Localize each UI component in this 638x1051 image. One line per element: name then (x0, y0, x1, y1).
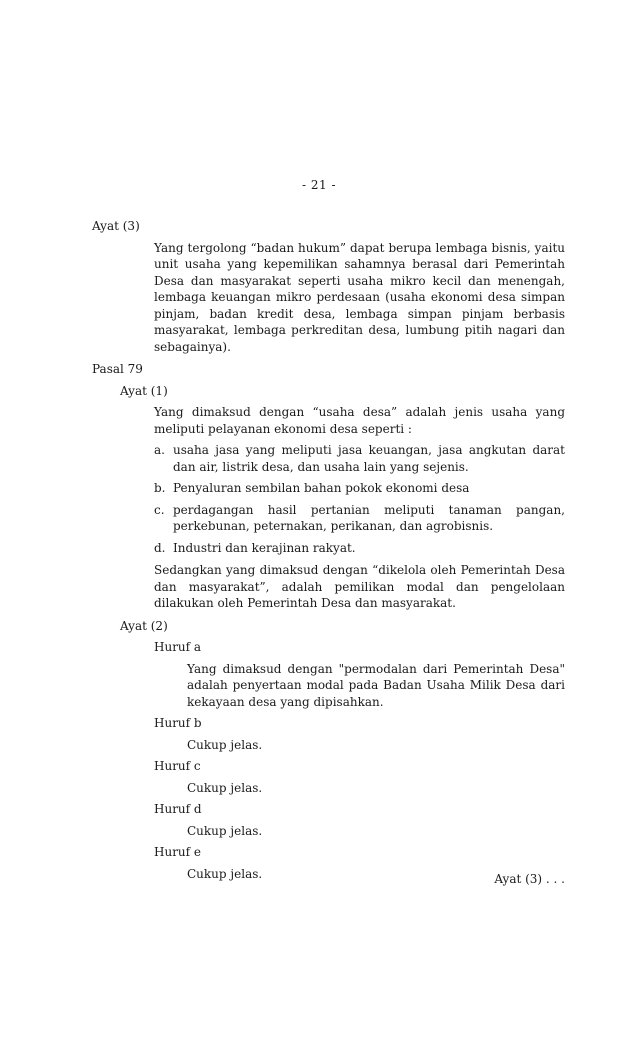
huruf-a-text: Yang dimaksud dengan "permodalan dari Pemerintah Desa" adalah penyertaan modal pada Badan Usaha Milik Desa dari kekayaan desa yang dipisahkan. (187, 661, 565, 709)
pasal-79-heading: Pasal 79 (92, 362, 143, 376)
continuation-note: Ayat (3) . . . (494, 872, 565, 886)
list-item-c (154, 502, 565, 535)
huruf-e-text: Cukup jelas. (187, 866, 263, 881)
huruf-a-heading: Huruf a (154, 640, 202, 654)
huruf-c-heading: Huruf c (154, 759, 201, 773)
list-item-text: usaha jasa yang meliputi jasa keuangan, jasa angkutan darat dan air, listrik desa, dan usaha lain yang sejenis. (173, 443, 565, 474)
huruf-c-text: Cukup jelas. (187, 780, 263, 795)
ayat-2-heading: Ayat (2) (120, 618, 168, 633)
page-number: - 21 - (301, 178, 336, 192)
list-marker: a. (154, 443, 165, 457)
list-item-text: Penyaluran sembilan bahan pokok ekonomi desa (173, 481, 470, 495)
huruf-e-heading: Huruf e (154, 845, 202, 859)
ayat-1-list (92, 442, 565, 556)
ayat-1-closing: Sedangkan yang dimaksud dengan “dikelola oleh Pemerintah Desa dan masyarakat”, adalah pemilikan modal dan pengelolaan dilakukan oleh Pemerintah Desa dan masyarakat. (154, 563, 565, 610)
ayat-1-intro: Yang dimaksud dengan “usaha desa” adalah jenis usaha yang meliputi pelayanan ekonomi desa seperti : (154, 405, 565, 436)
list-item-d (154, 540, 565, 557)
list-item-text: perdagangan hasil pertanian meliputi tanaman pangan, perkebunan, peternakan, perikanan, dan agrobisnis. (173, 502, 565, 533)
list-item-text: Industri dan kerajinan rakyat. (173, 540, 356, 555)
list-marker: b. (154, 481, 166, 495)
list-item-b (154, 480, 565, 497)
huruf-d-heading: Huruf d (154, 802, 202, 816)
ayat-3-text: Yang tergolong “badan hukum” dapat berupa lembaga bisnis, yaitu unit usaha yang kepemilikan sahamnya berasal dari Pemerintah Desa dan masyarakat seperti usaha mikro kecil dan menengah, lembaga keuangan mikro perdesaan (usaha ekonomi desa simpan pinjam, badan kredit desa, lembaga simpan pinjam berbasis masyarakat, lembaga perkreditan desa, lumbung pitih nagari dan sebagainya). (154, 240, 565, 354)
document-body (92, 218, 565, 882)
ayat-1-heading: Ayat (1) (120, 383, 168, 398)
ayat-3-heading: Ayat (3) (92, 219, 140, 233)
huruf-b-heading: Huruf b (154, 716, 202, 730)
huruf-b-text: Cukup jelas. (187, 737, 263, 752)
list-item-a (154, 442, 565, 475)
list-marker: c. (154, 502, 165, 517)
huruf-d-text: Cukup jelas. (187, 823, 263, 838)
list-marker: d. (154, 540, 166, 555)
